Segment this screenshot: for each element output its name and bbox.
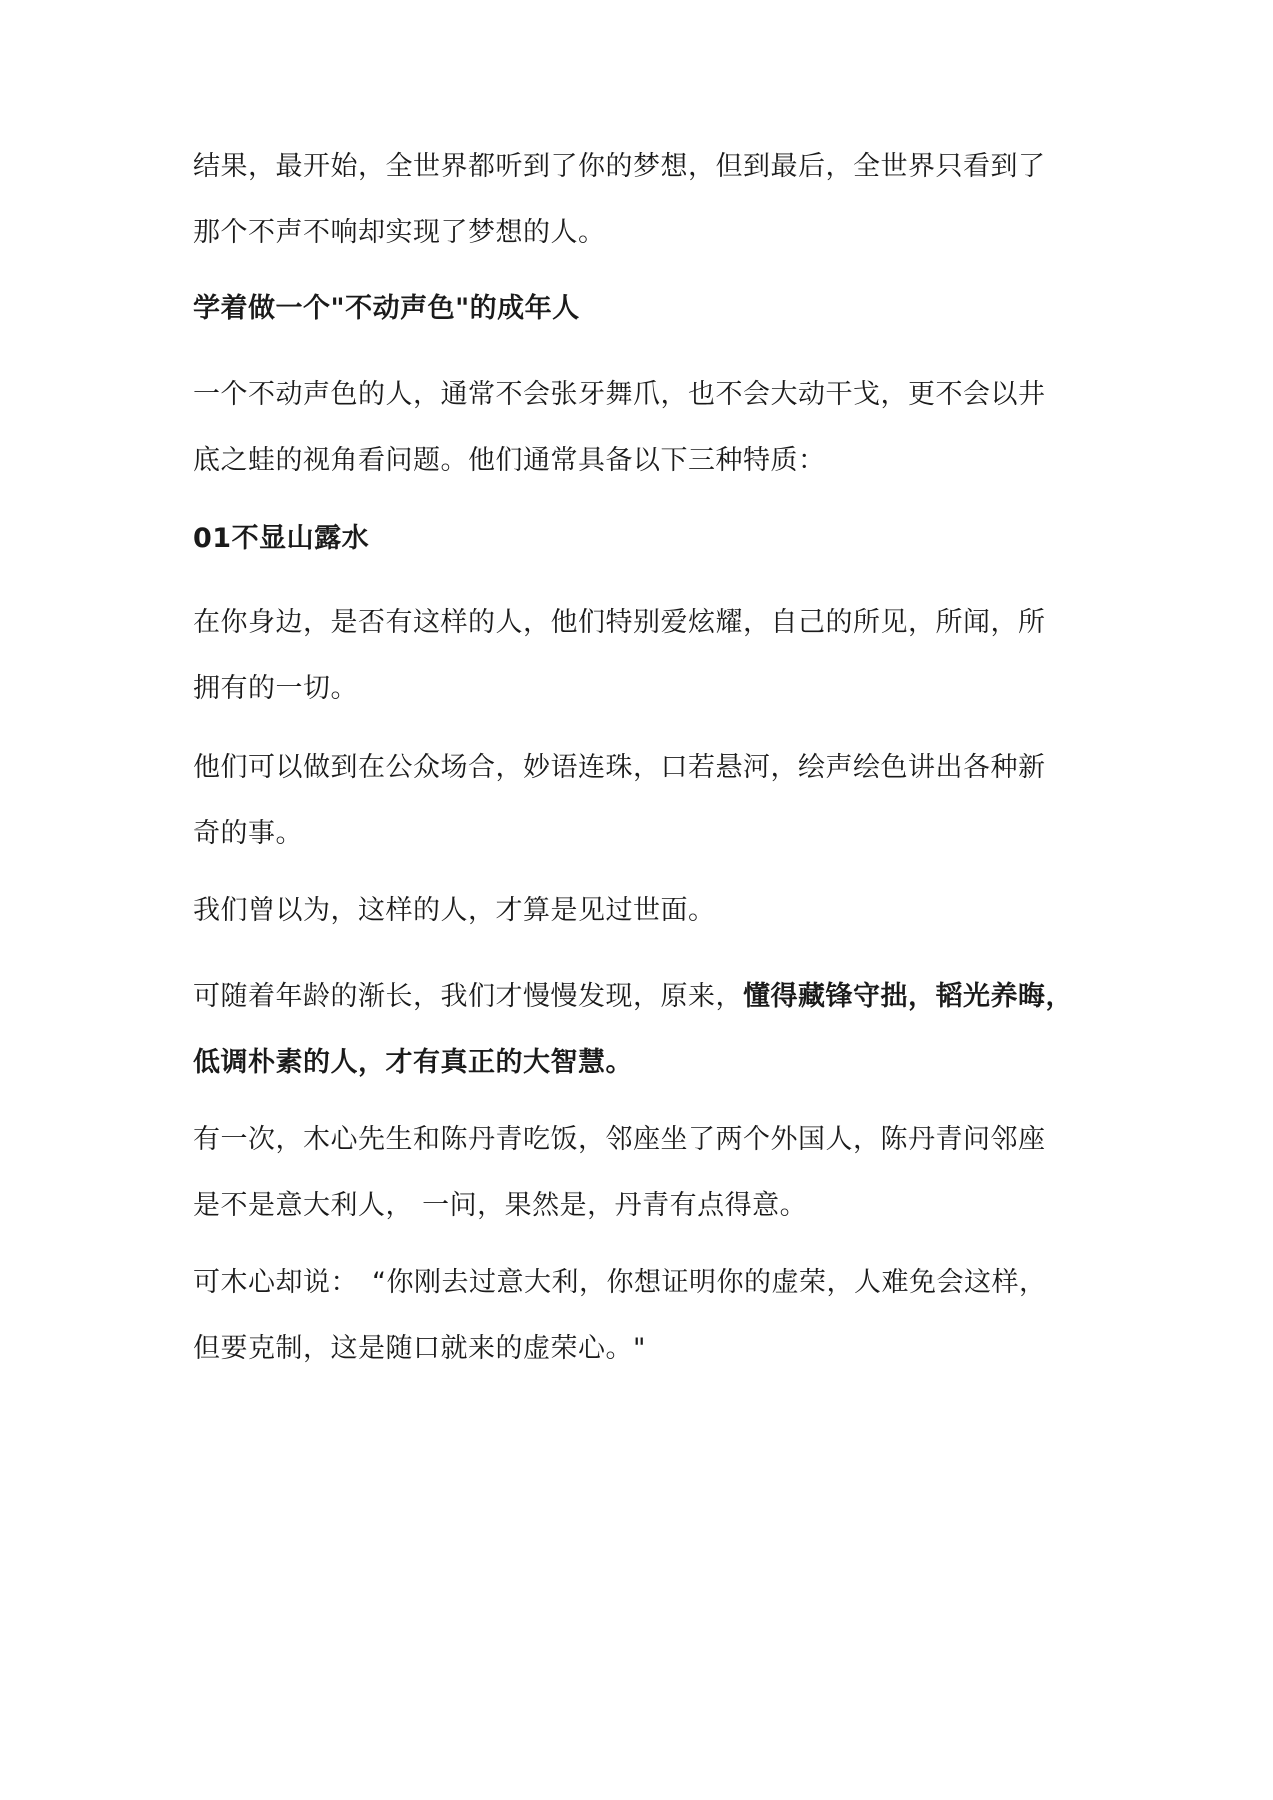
text-bold: 懂得藏锋守拙，韬光养晦， [743, 981, 1073, 1012]
text-line: 一个不动声色的人，通常不会张牙舞爪，也不会大动干戈，更不会以井 [193, 379, 1046, 410]
document-page [193, 0, 1093, 1800]
paragraph-public [193, 735, 1093, 867]
paragraph-intro [193, 362, 1093, 494]
text-line: 是不是意大利人， 一问，果然是，丹青有点得意。 [193, 1190, 808, 1221]
paragraph-show-off [193, 590, 1093, 722]
paragraph-muxin-quote [193, 1250, 1093, 1382]
text-line: 可木心却说： “你刚去过意大利，你想证明你的虚荣，人难免会这样， [193, 1267, 1047, 1298]
text-line: 但要克制，这是随口就来的虚荣心。" [193, 1333, 646, 1364]
section-heading-adult: 学着做一个"不动声色"的成年人 [193, 293, 580, 324]
text-line: 那个不声不响却实现了梦想的人。 [193, 217, 606, 248]
text-line-bold: 低调朴素的人，才有真正的大智慧。 [193, 1047, 633, 1078]
text-line: 结果，最开始，全世界都听到了你的梦想，但到最后，全世界只看到了 [193, 151, 1046, 182]
paragraph-thought [193, 878, 1093, 944]
text-line [193, 964, 1093, 1030]
text-line: 奇的事。 [193, 818, 303, 849]
paragraph-muxin-dinner [193, 1107, 1093, 1239]
paragraph-wisdom [193, 964, 1093, 1096]
section-heading-01: 01不显山露水 [193, 523, 370, 554]
text-line: 拥有的一切。 [193, 673, 358, 704]
text-line: 我们曾以为，这样的人，才算是见过世面。 [193, 895, 716, 926]
text-line: 有一次，木心先生和陈丹青吃饭，邻座坐了两个外国人，陈丹青问邻座 [193, 1124, 1046, 1155]
text-line: 底之蛙的视角看问题。他们通常具备以下三种特质： [193, 445, 826, 476]
text-line: 他们可以做到在公众场合，妙语连珠，口若悬河，绘声绘色讲出各种新 [193, 752, 1046, 783]
paragraph-result [193, 134, 1093, 266]
text-line: 在你身边，是否有这样的人，他们特别爱炫耀，自己的所见，所闻，所 [193, 607, 1046, 638]
text-normal: 可随着年龄的渐长，我们才慢慢发现，原来， [193, 981, 743, 1012]
